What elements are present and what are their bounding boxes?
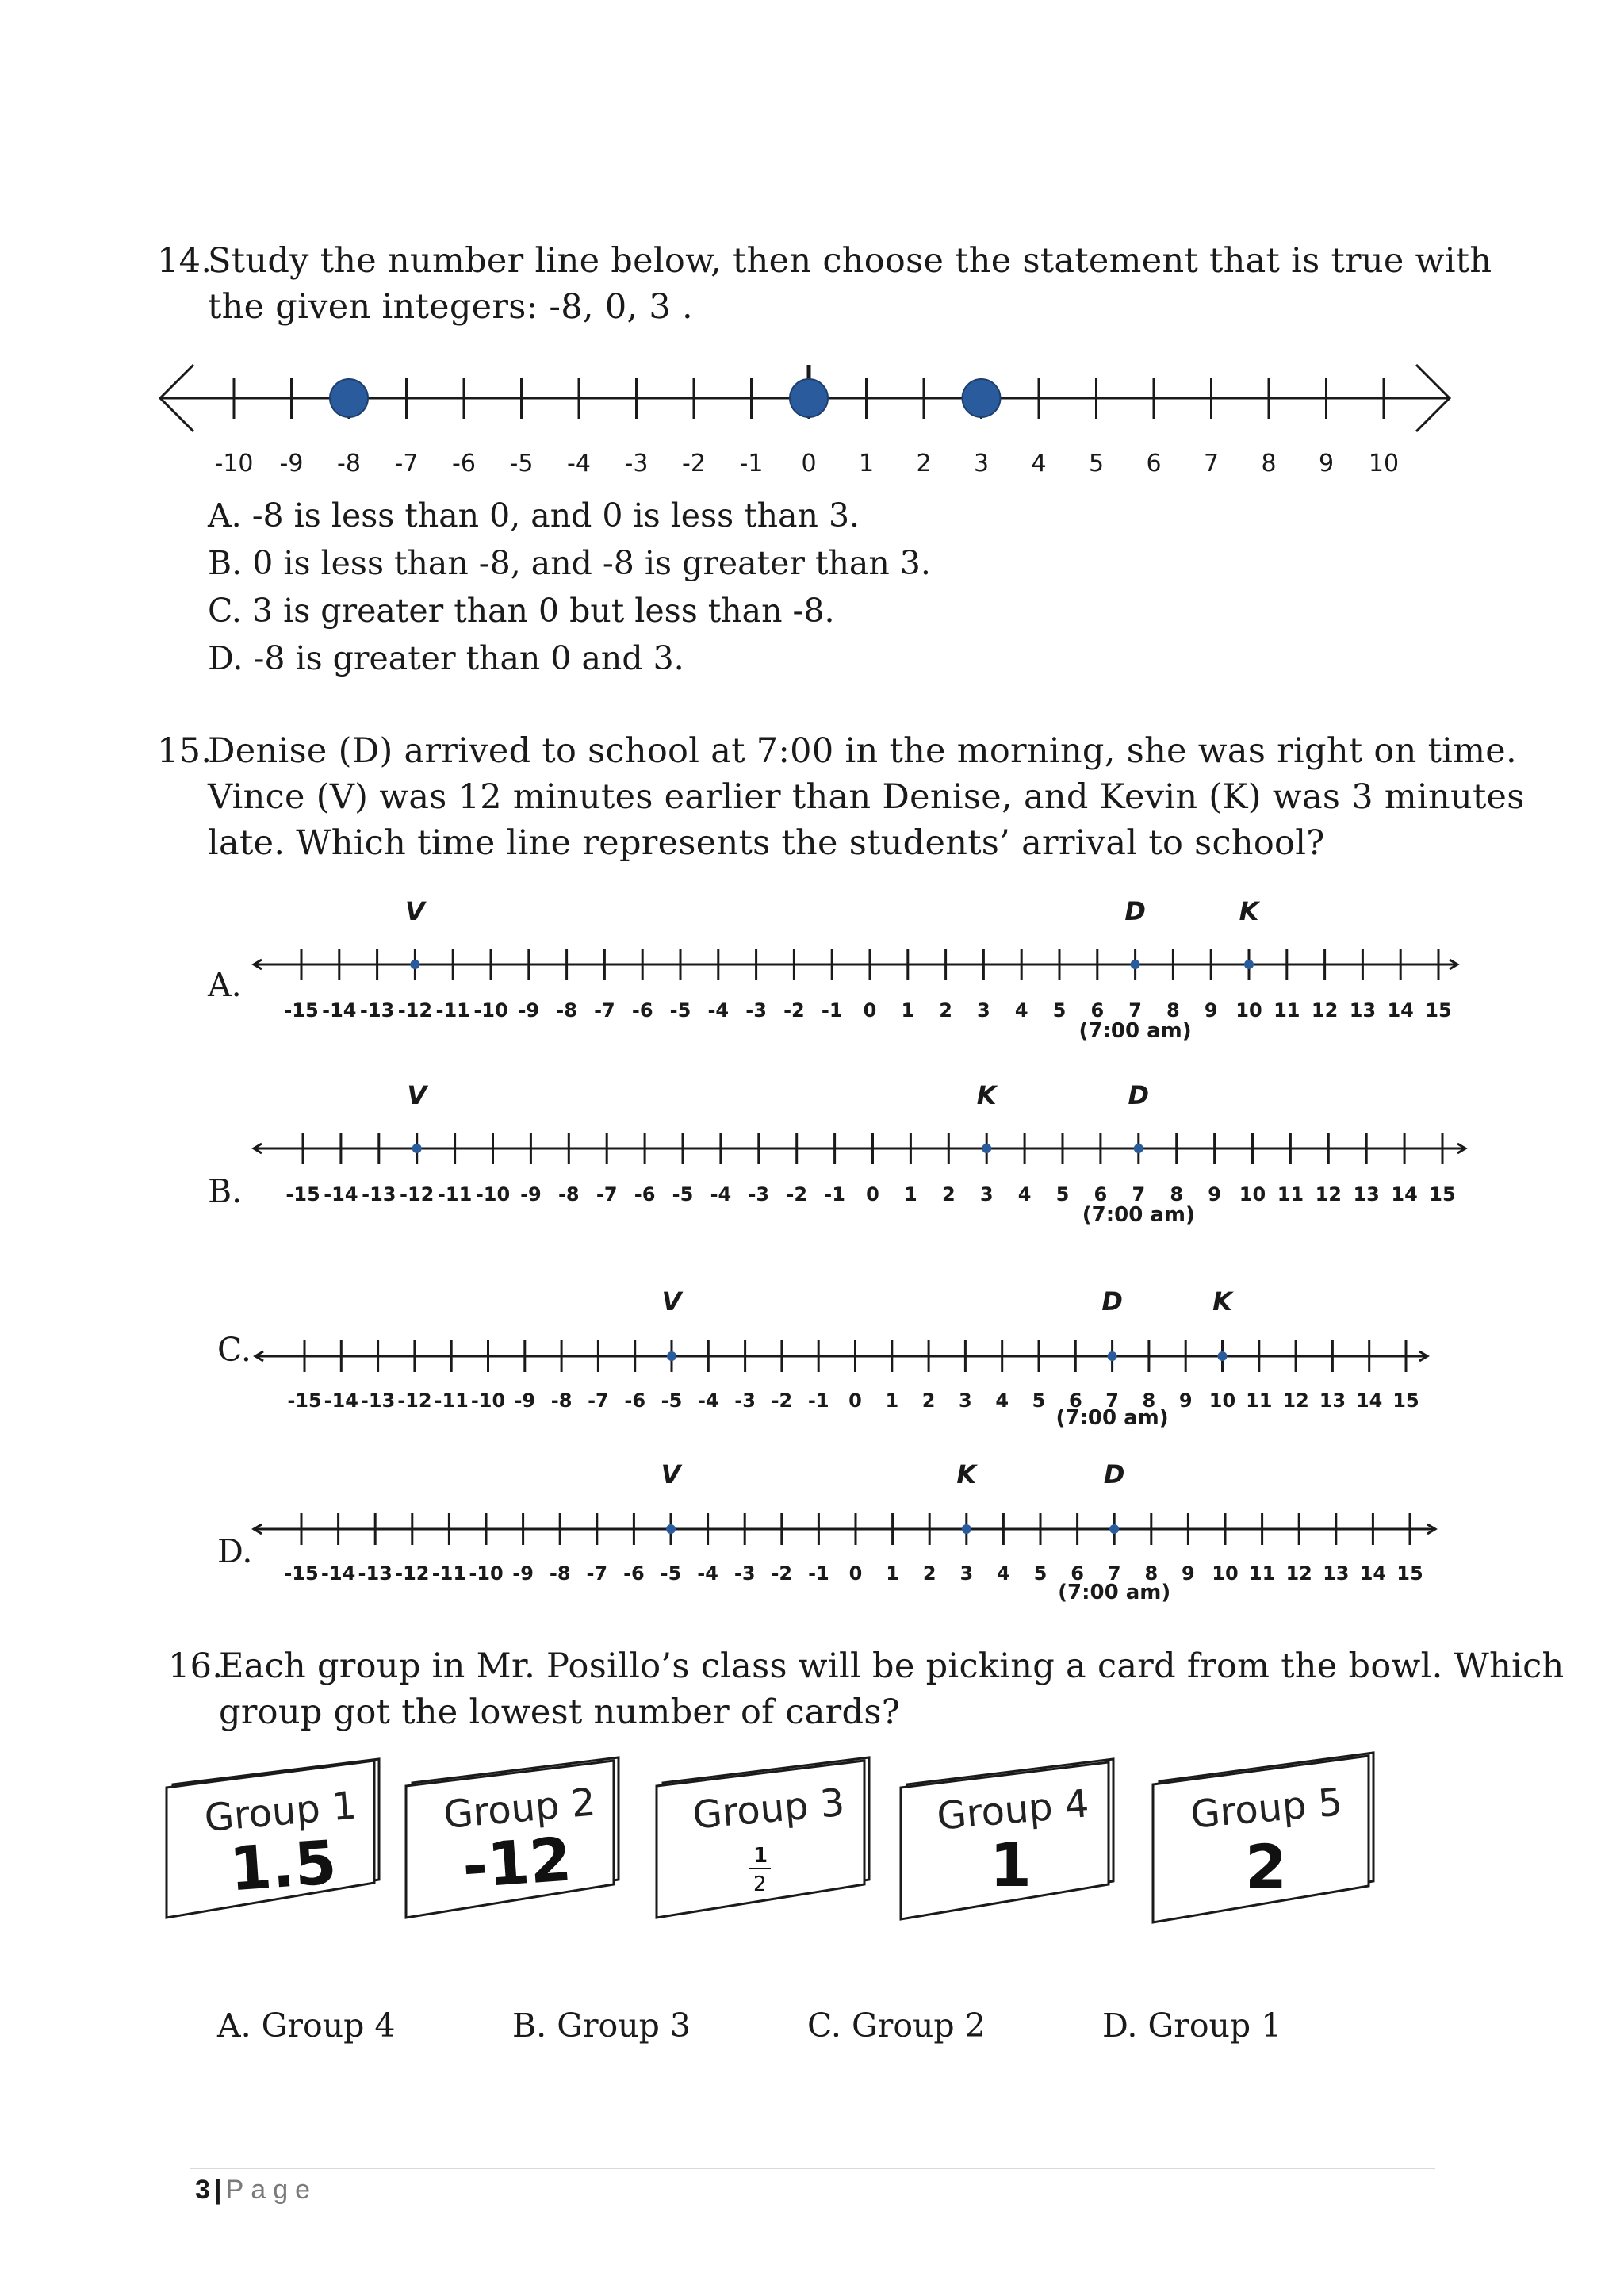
tick-label: 2 [939,999,952,1022]
tick-label: 6 [1146,450,1162,476]
option-letter: D. [208,639,243,677]
mark-dot-K [982,1144,991,1153]
tick-label: -1 [808,1562,829,1585]
tick-label: -5 [660,1562,682,1585]
option-text: 3 is greater than 0 but less than -8. [252,592,835,630]
tick-label: -6 [624,1389,646,1412]
tick-label: 11 [1248,1562,1276,1585]
tick-label: -2 [682,450,706,476]
tick-label: -6 [623,1562,645,1585]
mark-dot-V [410,960,419,969]
mark-dot-D [1131,960,1140,969]
tick-label: -15 [287,1389,322,1412]
tick-label: 0 [863,999,877,1022]
tick-label: -2 [771,1389,793,1412]
tick-label: -10 [470,1389,506,1412]
tick-label: 3 [959,1562,974,1585]
mark-dot-D [1134,1144,1143,1153]
tick-label: 1 [904,1183,917,1205]
tick-label: 2 [921,1389,936,1412]
tick-label: 0 [848,1389,862,1412]
tick-label: 9 [1318,450,1335,476]
tick-label: -13 [359,999,395,1022]
tick-label: -4 [697,1389,719,1412]
tick-label: 14 [1391,1183,1418,1205]
tick-label: 11 [1277,1183,1304,1205]
tick-label: -11 [435,999,470,1022]
tick-label: -12 [397,999,433,1022]
tick-label: 6 [1068,1389,1082,1412]
tick-label: -2 [786,1183,808,1205]
mark-label-V: V [661,1286,682,1317]
time-label: (7:00 am) [1055,1406,1169,1430]
card-value: -12 [460,1823,574,1902]
tick-label: -1 [821,999,843,1022]
mark-label-D: D [1101,1286,1123,1317]
mark-dot-K [1244,960,1254,969]
tick-label: -8 [337,450,361,476]
tick-label: 10 [1212,1562,1239,1585]
tick-label: 15 [1396,1562,1423,1585]
tick-label: 14 [1355,1389,1383,1412]
tick-label: -5 [509,450,534,476]
card-title: Group 2 [442,1780,598,1838]
mark-label-K: K [1212,1286,1232,1317]
card-group-4[interactable] [901,1759,1113,1919]
card-group-5[interactable] [1153,1753,1373,1922]
question-15-number: 15. [157,731,213,771]
time-label: (7:00 am) [1082,1203,1195,1227]
timeline-d-letter[interactable]: D. [217,1532,253,1570]
page-footer [195,2175,317,2206]
tick-label: -12 [395,1562,430,1585]
mark-dot-V [667,1351,676,1361]
tick-label: -7 [594,999,615,1022]
tick-label: -3 [733,1562,756,1585]
tick-label: -14 [320,1562,356,1585]
mark-label-K: K [976,1080,997,1110]
timeline-d [254,1459,1435,1604]
tick-label: 1 [901,999,915,1022]
question-15-text-line-2: Vince (V) was 12 minutes earlier than Denise, and Kevin (K) was 3 minutes [208,777,1525,817]
tick-label: 3 [959,1389,972,1412]
tick-label: 1 [885,1389,899,1412]
tick-label: 0 [801,450,817,476]
tick-label: -14 [322,999,357,1022]
tick-label: 7 [1132,1183,1146,1205]
tick-label: 5 [1032,1389,1046,1412]
card-fraction-numerator: 1 [753,1844,768,1868]
tick-label: 3 [979,1183,994,1205]
tick-label: 4 [1017,1183,1032,1205]
tick-label: 5 [1088,450,1105,476]
mark-label-V: V [407,1080,427,1110]
q16-answer-a[interactable]: A. Group 4 [217,2007,396,2045]
mark-dot-K [962,1524,971,1534]
question-16-text-line-2: group got the lowest number of cards? [219,1692,901,1732]
timeline-b [254,1080,1465,1227]
tick-label: 2 [916,450,932,476]
mark-label-V: V [661,1459,681,1489]
tick-label: 7 [1105,1389,1119,1412]
card-value: 2 [1245,1831,1287,1902]
option-text: 0 is less than -8, and -8 is greater than 3. [252,544,931,582]
time-label: (7:00 am) [1058,1581,1171,1604]
tick-label: -8 [557,1183,580,1205]
tick-label: 4 [1031,450,1047,476]
tick-label: 6 [1071,1562,1084,1585]
tick-label: -1 [739,450,764,476]
tick-label: -10 [469,1562,504,1585]
mark-label-V: V [405,896,425,926]
tick-label: 12 [1282,1389,1309,1412]
question-14-text-line-2: the given integers: -8, 0, 3 . [208,287,694,327]
tick-label: -4 [567,450,591,476]
tick-label: 8 [1144,1562,1159,1585]
card-group-2[interactable] [406,1757,619,1918]
tick-label: 15 [1425,999,1452,1022]
timeline-a-letter[interactable]: A. [208,966,242,1004]
tick-label: 0 [866,1183,879,1205]
tick-label: -3 [748,1183,770,1205]
question-16-number: 16. [168,1646,224,1686]
tick-label: -10 [214,450,254,476]
tick-label: 13 [1353,1183,1380,1205]
tick-label: -13 [358,1562,393,1585]
option-text: -8 is greater than 0 and 3. [253,639,684,677]
tick-label: 14 [1359,1562,1387,1585]
card-fraction-denominator: 2 [753,1872,767,1896]
tick-label: 7 [1203,450,1220,476]
card-value: 1 [990,1830,1032,1900]
tick-label: 13 [1319,1389,1346,1412]
tick-label: -5 [672,1183,694,1205]
mark-label-D: D [1124,896,1146,926]
tick-label: 2 [941,1183,956,1205]
card-value: 1.5 [227,1826,339,1905]
tick-label: -8 [550,1389,573,1412]
tick-label: 7 [1128,999,1142,1022]
tick-label: 12 [1285,1562,1312,1585]
tick-label: 12 [1315,1183,1342,1205]
mark-dot-V [412,1144,422,1153]
tick-label: -13 [360,1389,396,1412]
tick-label: 10 [1208,1389,1236,1412]
tick-label: -11 [434,1389,469,1412]
tick-label: -7 [596,1183,618,1205]
tick-label: -12 [397,1389,432,1412]
tick-label: -7 [588,1389,609,1412]
tick-label: -13 [362,1183,396,1205]
mark-label-K: K [956,1459,977,1489]
tick-label: -3 [624,450,649,476]
question-15-text-line-3: late. Which time line represents the students’ arrival to school? [208,823,1325,863]
timeline-c [255,1286,1427,1430]
tick-label: -4 [697,1562,718,1585]
mark-label-K: K [1239,896,1259,926]
tick-label: -4 [707,999,730,1022]
mark-dot-K [1218,1351,1228,1361]
tick-label: 15 [1429,1183,1456,1205]
tick-label: 13 [1349,999,1377,1022]
tick-label: -8 [549,1562,571,1585]
tick-label: 1 [858,450,875,476]
tick-label: -10 [473,999,508,1022]
tick-label: -9 [518,999,540,1022]
mark-label-D: D [1128,1080,1150,1110]
tick-label: -11 [431,1562,467,1585]
tick-label: -15 [285,1183,320,1205]
tick-label: 8 [1261,450,1277,476]
tick-label: -11 [437,1183,473,1205]
tick-label: 12 [1311,999,1339,1022]
tick-label: 3 [973,450,990,476]
tick-label: 5 [1033,1562,1048,1585]
question-14-number: 14. [157,241,213,281]
tick-label: 4 [995,1389,1009,1412]
tick-label: -12 [400,1183,435,1205]
tick-label: -1 [824,1183,845,1205]
timeline-c-letter[interactable]: C. [217,1331,251,1369]
tick-label: -1 [807,1389,829,1412]
card-title: Group 4 [935,1781,1091,1839]
tick-label: -15 [284,999,319,1022]
tick-label: -6 [634,1183,656,1205]
card-title: Group 5 [1189,1780,1345,1838]
tick-label: 4 [1014,999,1028,1022]
tick-label: -7 [586,1562,608,1585]
tick-label: 3 [977,999,990,1022]
tick-label: -9 [279,450,304,476]
page-separator: | [214,2175,222,2205]
footer-divider [190,2168,1435,2169]
tick-label: -2 [783,999,805,1022]
card-group-3[interactable] [657,1757,869,1918]
q16-answer-c[interactable]: C. Group 2 [807,2007,986,2045]
tick-label: -3 [734,1389,756,1412]
option-text: -8 is less than 0, and 0 is less than 3. [251,496,860,535]
card-title: Group 1 [202,1783,358,1842]
tick-label: 8 [1166,999,1180,1022]
page-number: 3 [195,2175,210,2205]
option-letter: C. [208,592,242,630]
tick-label: -9 [512,1562,534,1585]
tick-label: -8 [556,999,577,1022]
page-word: Page [225,2175,318,2205]
option-letter: A. [208,496,242,535]
tick-label: 9 [1178,1389,1193,1412]
tick-label: 4 [997,1562,1010,1585]
tick-label: 10 [1239,1183,1266,1205]
tick-label: -4 [710,1183,732,1205]
tick-label: -5 [661,1389,683,1412]
tick-label: 10 [1368,450,1400,476]
mark-dot-V [666,1524,676,1534]
card-title: Group 3 [691,1780,847,1838]
tick-label: 8 [1170,1183,1184,1205]
tick-label: -9 [514,1389,536,1412]
tick-label: 6 [1090,999,1105,1022]
tick-label: 0 [848,1562,863,1585]
option-letter: B. [208,544,243,582]
tick-label: -5 [669,999,691,1022]
timeline-a [254,896,1457,1043]
tick-label: -2 [771,1562,793,1585]
mark-dot-D [1109,1524,1119,1534]
tick-label: 1 [886,1562,899,1585]
tick-label: 9 [1182,1562,1195,1585]
question-16-text-line-1: Each group in Mr. Posillo’s class will be picking a card from the bowl. Which [219,1646,1565,1686]
mark-label-D: D [1103,1459,1125,1489]
question-15-text-line-1: Denise (D) arrived to school at 7:00 in the morning, she was right on time. [208,731,1517,771]
tick-label: 7 [1107,1562,1121,1585]
tick-label: 9 [1204,999,1218,1022]
tick-label: -14 [324,1389,358,1412]
tick-label: 9 [1208,1183,1221,1205]
tick-label: 13 [1323,1562,1350,1585]
tick-label: -9 [520,1183,542,1205]
card-group-1[interactable] [167,1759,379,1918]
tick-label: 8 [1142,1389,1156,1412]
mark-dot-D [1108,1351,1117,1361]
tick-label: -10 [475,1183,511,1205]
tick-label: 10 [1235,999,1262,1022]
tick-label: -3 [745,999,767,1022]
tick-label: 5 [1055,1183,1070,1205]
tick-label: 5 [1052,999,1067,1022]
tick-label: -6 [452,450,476,476]
tick-label: 6 [1094,1183,1108,1205]
question-14-text-line-1: Study the number line below, then choose the statement that is true with [208,241,1492,281]
tick-label: 11 [1246,1389,1273,1412]
tick-label: -6 [631,999,653,1022]
tick-label: -14 [324,1183,358,1205]
tick-label: 2 [922,1562,936,1585]
q16-answer-d[interactable]: D. Group 1 [1102,2007,1282,2045]
tick-label: 11 [1274,999,1300,1022]
timeline-b-letter[interactable]: B. [208,1172,243,1210]
tick-label: 15 [1392,1389,1419,1412]
tick-label: -7 [394,450,419,476]
tick-label: -15 [284,1562,319,1585]
q16-answer-b[interactable]: B. Group 3 [512,2007,691,2045]
tick-label: 14 [1387,999,1414,1022]
time-label: (7:00 am) [1078,1019,1192,1043]
group-cards [0,1729,1624,1935]
